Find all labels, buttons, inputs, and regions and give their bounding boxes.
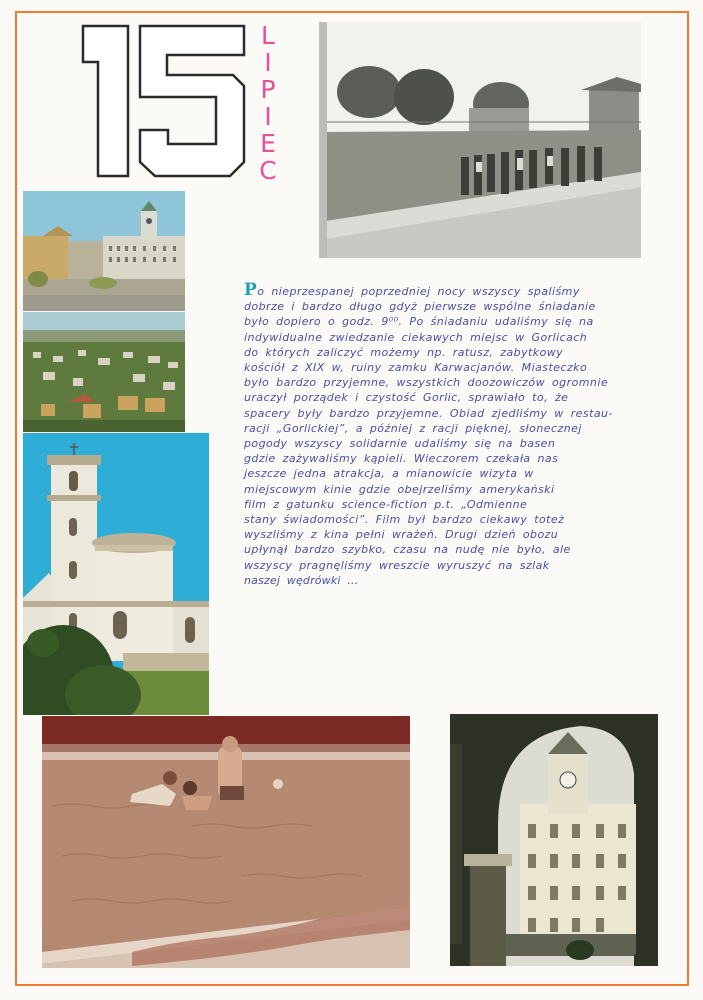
journal-text <box>244 280 664 588</box>
journal-line: indywidualne zwiedzanie ciekawych miejsc w Gorlicach <box>244 330 588 344</box>
journal-line: gdzie zażywaliśmy kąpieli. Wieczorem czekała nas <box>244 452 559 466</box>
journal-line: miejscowym kinie gdzie obejrzeliśmy amerykański <box>244 482 555 496</box>
day-number <box>80 22 250 180</box>
journal-line: kościół z XIX w, ruiny zamku Karwacjanów. Miasteczko <box>244 361 588 375</box>
journal-line-text: o nieprzespanej poprzedniej nocy wszyscy spaliśmy <box>257 285 580 298</box>
month-name <box>256 22 280 186</box>
photo-town-panorama <box>23 312 185 432</box>
journal-line: pogody wszyscy solidarnie udaliśmy się na basen <box>244 437 556 451</box>
journal-line: wszyscy pragnęliśmy wreszcie wyruszyć na szlak <box>244 558 550 572</box>
journal-line: upłynął bardzo szybko, czasu na nudę nie było, ale <box>244 543 571 557</box>
photo-church <box>23 433 209 715</box>
month-letter: P <box>260 75 276 104</box>
journal-line: do których zaliczyć możemy np. ratusz, zabytkowy <box>244 345 564 359</box>
month-letter: I <box>264 102 272 131</box>
journal-line: jeszcze jedna atrakcja, a mianowicie wizyta w <box>244 467 534 481</box>
journal-line: było dopiero o godz. 9⁰⁰. Po śniadaniu udaliśmy się na <box>244 315 594 329</box>
journal-line: uraczył porządek i czystość Gorlic, sprawiało to, że <box>244 391 569 405</box>
journal-line: dobrze i bardzo długo gdyż pierwsze wspólne śniadanie <box>244 300 596 314</box>
month-letter: L <box>261 21 275 50</box>
month-letter: I <box>264 48 272 77</box>
initial-letter: P <box>244 280 258 300</box>
journal-line <box>244 280 664 300</box>
journal-line: film z gatunku science-fiction p.t. „Odmienne <box>244 497 528 511</box>
journal-line: stany świadomości”. Film był bardzo ciekawy toteż <box>244 513 565 527</box>
journal-line: naszej wędrówki ... <box>244 573 359 587</box>
journal-line: spacery były bardzo przyjemne. Obiad zjedliśmy w restau- <box>244 406 613 420</box>
photo-group-walking <box>319 22 641 258</box>
journal-line: było bardzo przyjemne, wszystkich doozowiczów ogromnie <box>244 376 609 390</box>
journal-line: racji „Gorlickiej”, a później z racji pięknej, słonecznej <box>244 421 582 435</box>
photo-swimming-pool <box>42 716 410 968</box>
journal-line: wyszliśmy z kina pełni wrażeń. Drugi dzień obozu <box>244 528 559 542</box>
photo-town-hall-square <box>23 191 185 311</box>
month-letter: C <box>259 156 277 185</box>
photo-arch-town-hall <box>450 714 658 966</box>
month-letter: E <box>260 129 276 158</box>
